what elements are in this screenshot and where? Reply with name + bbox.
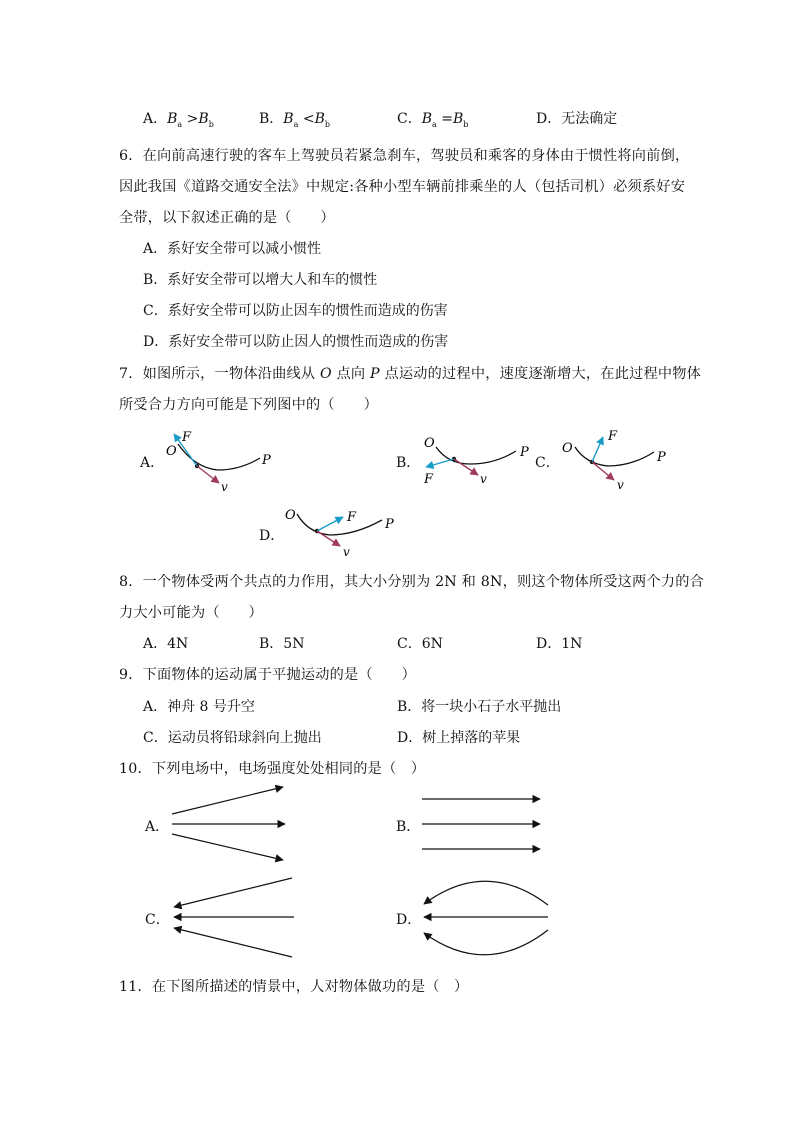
q6-option-b: B．系好安全带可以增大人和车的惯性 bbox=[143, 272, 378, 288]
q10-figure-d bbox=[424, 881, 548, 955]
operator: < bbox=[298, 111, 315, 127]
q6-line-3: 全带，以下叙述正确的是（ ） bbox=[119, 210, 335, 226]
label-v: v bbox=[221, 480, 228, 494]
velocity-arrow bbox=[317, 531, 340, 546]
q7-text: 点运动的过程中，速度逐渐增大，在此过程中物体 bbox=[379, 366, 702, 382]
label-v: v bbox=[617, 478, 624, 492]
label-v: v bbox=[480, 472, 487, 486]
subscript: a bbox=[432, 119, 437, 129]
q6-option-d: D．系好安全带可以防止因人的惯性而造成的伤害 bbox=[143, 334, 449, 350]
label-p: P bbox=[520, 445, 529, 460]
label-f: F bbox=[347, 510, 357, 525]
q8-line-2: 力大小可能为（ ） bbox=[119, 605, 263, 621]
label-f: F bbox=[608, 429, 618, 444]
q6-option-a: A．系好安全带可以减小惯性 bbox=[143, 241, 322, 257]
subscript: a bbox=[293, 119, 299, 129]
label-o: O bbox=[285, 508, 296, 523]
q10-figure-b bbox=[422, 799, 540, 849]
q9-option-c: C．运动员将铅球斜向上抛出 bbox=[143, 730, 322, 746]
force-arrow bbox=[317, 517, 343, 531]
point-o: O bbox=[319, 366, 332, 382]
q10-figure-c bbox=[174, 878, 294, 957]
q8-option-d: D．1N bbox=[536, 636, 583, 652]
force-arrow bbox=[426, 459, 454, 467]
q7-line-2: 所受合力方向可能是下列图中的（ ） bbox=[119, 397, 378, 413]
subscript: b bbox=[208, 119, 214, 129]
label-o: O bbox=[424, 436, 435, 451]
q10-label-d: D． bbox=[396, 912, 422, 928]
subscript: a bbox=[177, 119, 183, 129]
option-label: C． bbox=[397, 111, 422, 127]
label-f: F bbox=[424, 472, 434, 487]
q7-label-a: A． bbox=[140, 455, 165, 471]
operator: = bbox=[436, 111, 453, 127]
q8-option-b: B．5N bbox=[259, 636, 305, 652]
operator: > bbox=[182, 111, 199, 127]
q6-line-1: 6．在向前高速行驶的客车上驾驶员若紧急刹车，驾驶员和乘客的身体由于惯性将向前倒， bbox=[119, 148, 690, 164]
q7-label-d: D． bbox=[259, 528, 285, 544]
velocity-arrow bbox=[454, 459, 478, 475]
label-p: P bbox=[262, 453, 271, 468]
option-label: B． bbox=[259, 111, 284, 127]
symbol: B bbox=[167, 111, 178, 127]
q8-line-1: 8．一个物体受两个共点的力作用，其大小分别为 2N 和 8N，则这个物体所受这两个力的合 bbox=[119, 574, 704, 590]
symbol: B bbox=[283, 111, 294, 127]
q7-figure-c bbox=[562, 429, 666, 492]
q10-label-c: C． bbox=[145, 912, 170, 928]
field-line bbox=[174, 878, 292, 907]
symbol: B bbox=[314, 111, 325, 127]
label-p: P bbox=[385, 517, 394, 532]
field-line bbox=[174, 928, 292, 957]
subscript: b bbox=[463, 119, 469, 129]
subscript: b bbox=[324, 119, 330, 129]
label-o: O bbox=[166, 444, 177, 459]
q11-line-1: 11．在下图所描述的情景中，人对物体做功的是（ ） bbox=[119, 979, 469, 995]
q6-option-c: C．系好安全带可以防止因车的惯性而造成的伤害 bbox=[143, 303, 448, 319]
q10-label-a: A． bbox=[145, 819, 170, 835]
field-line bbox=[172, 834, 283, 860]
q10-figure-a bbox=[172, 787, 285, 860]
trajectory-curve bbox=[575, 447, 654, 466]
q9-option-a: A．神舟 8 号升空 bbox=[143, 699, 255, 715]
point-p: P bbox=[370, 366, 380, 382]
q10-label-b: B． bbox=[396, 819, 421, 835]
q7-text: 7．如图所示，一物体沿曲线从 bbox=[119, 366, 320, 382]
field-line bbox=[424, 930, 548, 955]
q9-option-b: B．将一块小石子水平抛出 bbox=[397, 699, 562, 715]
trajectory-curve bbox=[297, 514, 382, 535]
label-o: O bbox=[562, 441, 573, 456]
symbol: B bbox=[198, 111, 209, 127]
label-v: v bbox=[343, 545, 350, 559]
force-arrow bbox=[592, 437, 603, 462]
q9-option-d: D．树上掉落的苹果 bbox=[397, 730, 521, 746]
symbol: B bbox=[421, 111, 433, 127]
trajectory-curve bbox=[436, 447, 516, 464]
q9-line-1: 9．下面物体的运动属于平抛运动的是（ ） bbox=[119, 667, 416, 683]
q7-label-b: B． bbox=[396, 455, 421, 471]
q8-option-c: C．6N bbox=[397, 636, 443, 652]
option-label: A． bbox=[143, 111, 168, 127]
field-line bbox=[172, 787, 283, 814]
label-p: P bbox=[657, 450, 666, 465]
q7-figure-b bbox=[423, 436, 529, 487]
option-label: D． bbox=[536, 111, 562, 127]
q7-figure-d bbox=[285, 508, 394, 559]
q7-figure-a bbox=[166, 430, 271, 494]
option-text: 无法确定 bbox=[561, 111, 618, 127]
q7-label-c: C． bbox=[535, 455, 560, 471]
label-f: F bbox=[182, 430, 192, 445]
symbol: B bbox=[452, 111, 464, 127]
q8-option-a: A．4N bbox=[143, 636, 189, 652]
q6-line-2: 因此我国《道路交通安全法》中规定:各种小型车辆前排乘坐的人（包括司机）必须系好安 bbox=[119, 179, 686, 195]
q7-text: 点向 bbox=[331, 366, 371, 382]
q10-line-1: 10．下列电场中，电场强度处处相同的是（ ） bbox=[119, 761, 426, 777]
field-line bbox=[424, 881, 548, 905]
